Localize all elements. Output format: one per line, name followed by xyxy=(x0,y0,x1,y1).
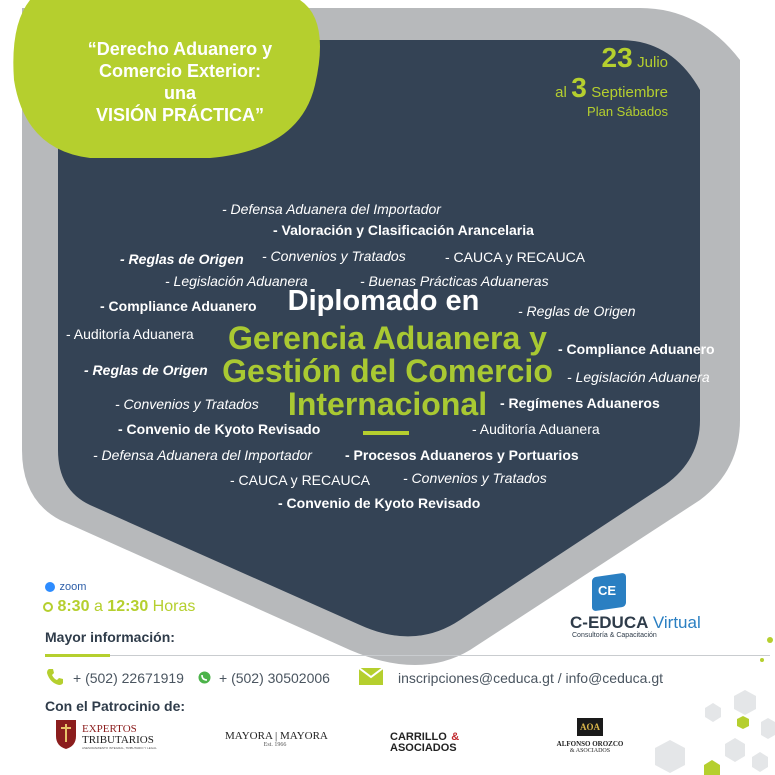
ceduca-tagline: Consultoría & Capacitación xyxy=(572,632,657,639)
topic-tag: - Reglas de Origen xyxy=(84,362,208,378)
ceduca-logo xyxy=(570,575,730,643)
topic-tag: - Convenios y Tratados xyxy=(262,248,406,264)
title-line-4: Internacional xyxy=(287,386,488,422)
info-heading: Mayor información: xyxy=(45,629,175,645)
ceduca-brand: C-EDUCA xyxy=(570,613,649,632)
badge-line-2: Comercio Exterior: xyxy=(98,61,262,81)
ceduca-mark: CE xyxy=(598,583,617,598)
topic-tag: - CAUCA y RECAUCA xyxy=(445,249,586,265)
dot-decoration xyxy=(760,658,764,662)
plan-label: Plan Sábados xyxy=(587,104,668,119)
topic-tag: - Buenas Prácticas Aduaneras xyxy=(360,273,549,289)
mail-icon xyxy=(359,668,383,685)
hexagon-decoration xyxy=(705,703,721,722)
sponsor-3-line-1: CARRILLO xyxy=(390,731,447,743)
sponsor-3-line-2: ASOCIADOS xyxy=(390,742,457,754)
topic-tag: - Convenios y Tratados xyxy=(403,470,547,486)
sponsor-alfonso-orozco xyxy=(550,717,630,754)
topic-tag: - Compliance Aduanero xyxy=(558,341,715,357)
topic-tag: - Reglas de Origen xyxy=(120,251,244,267)
shield-icon xyxy=(55,718,77,750)
end-month: Septiembre xyxy=(591,84,668,101)
clock-icon xyxy=(43,602,53,612)
hexagon-decoration xyxy=(655,740,685,773)
sponsor-3-amp: & xyxy=(451,731,460,743)
schedule xyxy=(43,598,195,616)
zoom-icon xyxy=(45,582,55,592)
topic-tag: - Convenios y Tratados xyxy=(115,396,259,412)
hexagon-decoration xyxy=(761,718,775,739)
topic-tag: - Legislación Aduanera xyxy=(567,369,710,385)
sponsor-2-est: Est. 1966 xyxy=(263,742,287,748)
topic-tag: - Reglas de Origen xyxy=(518,303,636,319)
topic-tag: - Defensa Aduanera del Importador xyxy=(222,201,441,217)
sponsor-carrillo xyxy=(390,730,480,754)
topic-tag: - Convenio de Kyoto Revisado xyxy=(278,495,481,511)
topic-tag: - Auditoría Aduanera xyxy=(472,421,600,437)
title-line-3: Gestión del Comercio xyxy=(222,353,553,389)
topic-tag: - Procesos Aduaneros y Portuarios xyxy=(345,447,579,463)
hexagon-decoration xyxy=(752,752,768,772)
sponsors-heading: Con el Patrocinio de: xyxy=(45,698,186,714)
phone-2[interactable]: + (502) 30502006 xyxy=(219,670,330,686)
course-badge xyxy=(30,38,330,126)
badge-line-1: “Derecho Aduanero y xyxy=(87,39,273,59)
zoom-label: zoom xyxy=(59,580,87,593)
hexagon-decoration xyxy=(704,760,720,775)
sponsor-1-line-1: EXPERTOS xyxy=(82,723,137,735)
topic-tag: - Compliance Aduanero xyxy=(100,298,257,314)
topic-tag: - Auditoría Aduanera xyxy=(66,326,194,342)
topic-tag: - Valoración y Clasificación Arancelaria xyxy=(273,222,534,238)
badge-line-4: VISIÓN PRÁCTICA” xyxy=(95,105,264,125)
sponsor-1-line-2: TRIBUTARIOS xyxy=(82,734,154,746)
title-line-2: Gerencia Aduanera y xyxy=(228,320,547,356)
start-day: 23 xyxy=(601,42,633,73)
sponsor-4-mark: AOA xyxy=(577,718,603,736)
topic-tag: - CAUCA y RECAUCA xyxy=(230,472,371,488)
start-month: Julio xyxy=(637,54,668,71)
whatsapp-icon xyxy=(198,671,211,684)
title-line-1: Diplomado en xyxy=(287,285,480,317)
time-from: 8:30 xyxy=(57,598,90,615)
time-separator: a xyxy=(93,598,103,615)
info-divider-gray xyxy=(110,655,770,656)
sponsor-1-small: ASESORAMIENTO INTEGRAL, TRIBUTARIO Y LEGAL xyxy=(82,746,157,750)
hexagon-decoration xyxy=(734,690,756,715)
topic-tag: - Defensa Aduanera del Importador xyxy=(93,447,312,463)
dot-decoration xyxy=(767,637,773,643)
date-connector: al xyxy=(555,84,567,101)
sponsor-expertos-tributarios xyxy=(55,716,175,756)
phone-icon xyxy=(45,667,65,687)
badge-line-3: una xyxy=(163,83,196,103)
sponsor-4-line-1: ALFONSO OROZCO xyxy=(556,740,624,748)
sponsor-2-name: MAYORA | MAYORA xyxy=(225,730,328,742)
sponsor-mayora xyxy=(225,730,328,748)
zoom-badge xyxy=(45,578,86,596)
time-unit: Horas xyxy=(152,598,196,615)
info-divider-lime xyxy=(45,654,110,657)
end-day: 3 xyxy=(571,72,587,103)
hexagon-decoration xyxy=(725,738,745,762)
time-to: 12:30 xyxy=(107,598,149,615)
sponsor-4-line-2: & ASOCIADOS xyxy=(569,748,611,754)
phone-1[interactable]: + (502) 22671919 xyxy=(73,670,184,686)
hexagon-decoration xyxy=(737,716,749,729)
topic-tag: - Legislación Aduanera xyxy=(165,273,308,289)
dates-block xyxy=(490,42,668,119)
topic-tag: - Convenio de Kyoto Revisado xyxy=(118,421,321,437)
topic-tag: - Regímenes Aduaneros xyxy=(500,395,660,411)
title-underline xyxy=(363,431,409,435)
ceduca-suffix: Virtual xyxy=(652,613,701,632)
contact-emails[interactable]: inscripciones@ceduca.gt / info@ceduca.gt xyxy=(398,670,664,686)
